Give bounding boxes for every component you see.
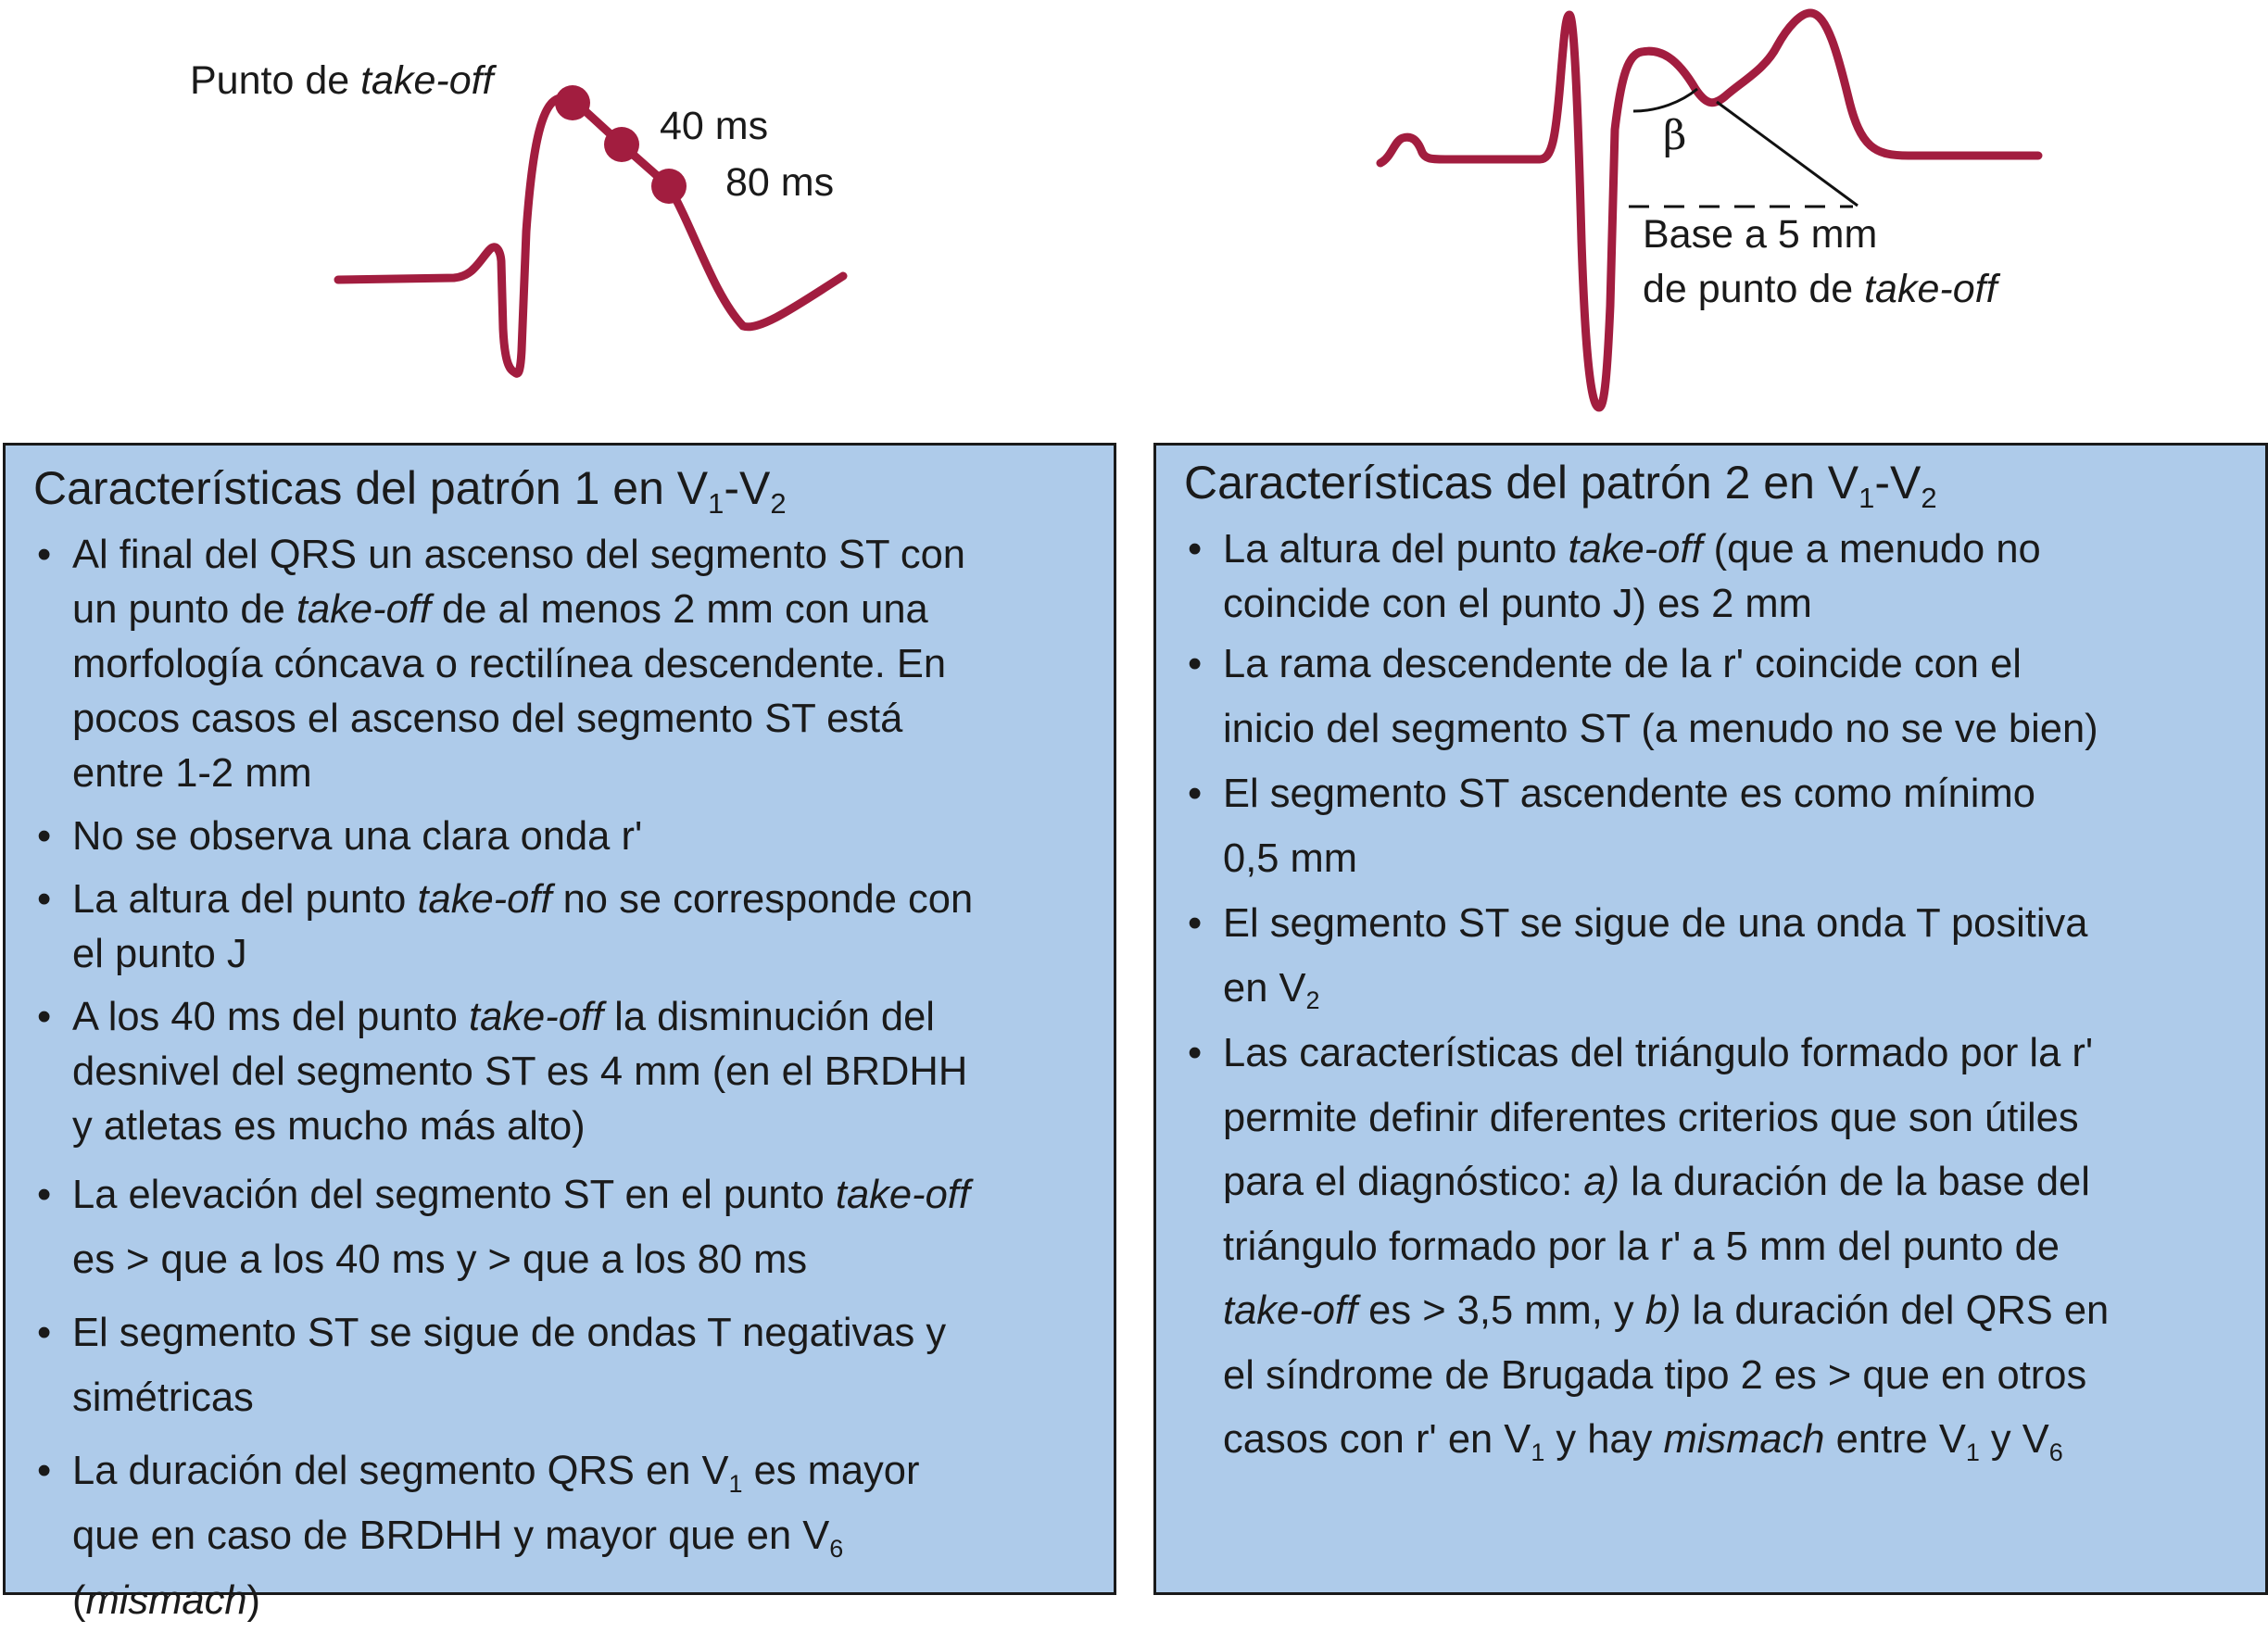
pattern1-bullet: • El segmento ST se sigue de ondas T negativas y simétricas — [33, 1300, 1086, 1430]
pattern1-bullet: • La elevación del segmento ST en el punto take-off es > que a los 40 ms y > que a los 80 ms — [33, 1162, 1086, 1292]
pattern2-bullet: • El segmento ST ascendente es como mínimo 0,5 mm — [1184, 762, 2237, 891]
pattern2-title: Características del patrón 2 en $V_1-V_2$ — [1184, 457, 1937, 515]
beta-angle-label: β — [1663, 112, 1687, 159]
base-label-line1: Base a 5 mm — [1643, 212, 1878, 257]
label-80ms: 80 ms — [725, 160, 835, 205]
pattern1-bullet: • A los 40 ms del punto take-off la disminución del desnivel del segmento ST es 4 mm (en el BRDHH y atletas es mucho más alto) — [33, 990, 1086, 1154]
pattern1-bullet: • Al final del QRS un ascenso del segmento ST con un punto de take-off de al menos 2 mm con una morfología cóncava o rectilínea descendente. En pocos casos el ascenso del segmento ST está entre 1-2 mm — [33, 528, 1086, 801]
base-label-line2: de punto de take-off — [1643, 267, 1997, 311]
40ms-point-marker — [604, 127, 639, 162]
takeoff-point-label: Punto de take-off — [190, 58, 494, 103]
label-40ms: 40 ms — [660, 104, 769, 148]
triangle-descending-line — [1717, 102, 1858, 206]
pattern2-bullet: • La altura del punto take-off (que a menudo no coincide con el punto J) es 2 mm — [1184, 522, 2237, 632]
pattern2-bullet: • El segmento ST se sigue de una onda T positiva en $V_2$ — [1184, 892, 2237, 1021]
pattern2-box — [1153, 443, 2268, 1595]
pattern1-bullet: • La duración del segmento QRS en $V_1$ es mayor que en caso de BRDHH y mayor que en $V_6$ (mismach) — [33, 1438, 1086, 1633]
pattern2-ecg-wave — [1380, 13, 2038, 408]
pattern1-box — [3, 443, 1116, 1623]
pattern1-bullet: • La altura del punto take-off no se corresponde con el punto J — [33, 873, 1086, 982]
pattern2-bullet: • Las características del triángulo formado por la r' permite definir diferentes criterios que son útiles para el diagnóstico: a) la duración de la base del triángulo formado por la r' a 5 mm del punto de take-off es > 3,5 mm, y b) la duración del QRS en el síndrome de Brugada tipo 2 es > que en otros casos con r' en $V_1$ y hay mismach entre $V_1$ y $V_6$ — [1184, 1022, 2237, 1473]
beta-angle-arc — [1633, 89, 1697, 111]
takeoff-point-marker — [555, 85, 590, 120]
pattern1-title: Características del patrón 1 en $V_1-V_2$ — [33, 462, 787, 521]
pattern1-list — [33, 528, 1086, 1633]
pattern2-bullet: • La rama descendente de la r' coincide con el inicio del segmento ST (a menudo no se ve bien) — [1184, 633, 2237, 761]
pattern2-list — [1184, 522, 2237, 1473]
pattern1-bullet: • No se observa una clara onda r' — [33, 810, 1086, 864]
80ms-point-marker — [651, 169, 687, 204]
